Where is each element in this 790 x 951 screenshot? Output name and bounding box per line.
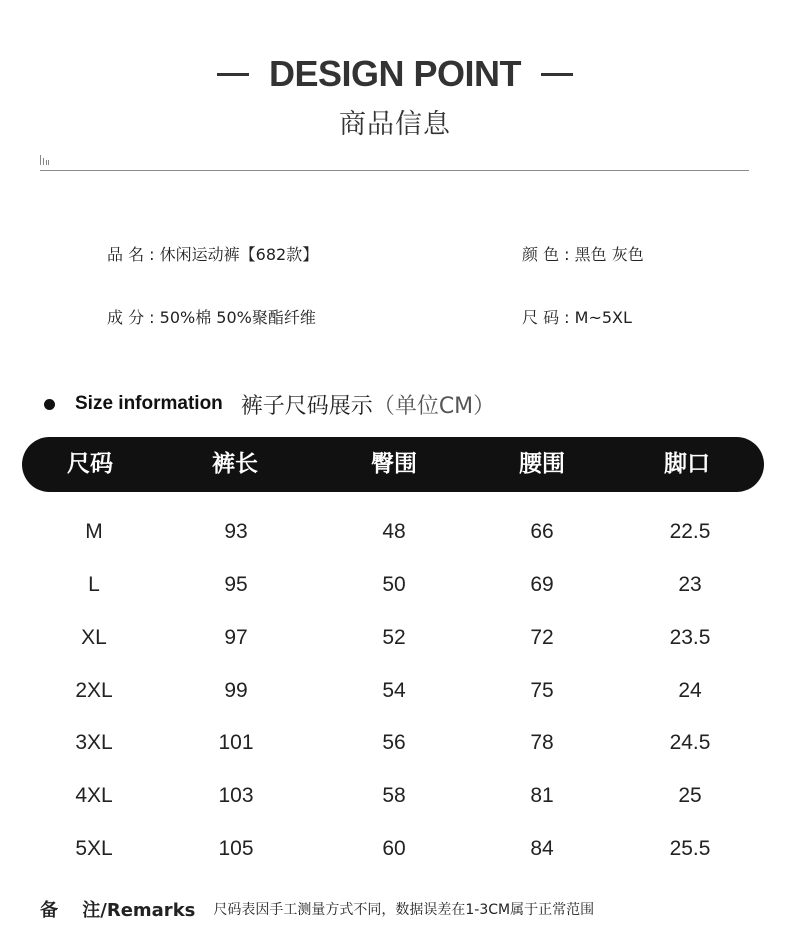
size-title-cn: 裤子尺码展示 [240,393,373,419]
remarks-label: 备 注/Remarks [40,900,196,921]
cell-length: 97 [224,626,248,649]
cell-hip: 54 [382,679,406,702]
col-header-hip: 臀围 [371,451,417,477]
title-right-line [541,73,573,76]
header-title-row [0,52,790,96]
cell-hip: 56 [382,731,406,754]
cell-waist: 75 [530,679,554,702]
cell-hem: 24.5 [669,731,711,754]
info-material-value: 50%棉 50%聚酯纤维 [159,308,316,327]
cell-size: 5XL [75,837,113,860]
cell-hem: 24 [678,679,702,702]
table-row [0,776,790,816]
table-row [0,829,790,869]
cell-hip: 52 [382,626,406,649]
cell-length: 101 [218,731,254,754]
info-material-label: 成 分 : [107,308,160,327]
cell-hem: 23.5 [669,626,711,649]
bar-mark-icon [40,155,54,165]
page-title: DESIGN POINT [268,53,522,94]
cell-size: 4XL [75,784,113,807]
cell-hem: 23 [678,573,702,596]
cell-hem: 25.5 [669,837,711,860]
cell-size: 2XL [75,679,113,702]
cell-size: M [85,520,103,543]
size-table-header [22,437,764,492]
cell-length: 99 [224,679,248,702]
title-left-line [217,73,249,76]
cell-hem: 25 [678,784,702,807]
info-size [522,305,632,328]
table-row [0,618,790,658]
cell-waist: 84 [530,837,554,860]
size-title-en: Size information [75,393,223,414]
cell-hip: 48 [382,520,406,543]
cell-size: 3XL [75,731,113,754]
cell-hip: 58 [382,784,406,807]
table-row [0,723,790,763]
col-header-size: 尺码 [67,451,113,477]
cell-length: 105 [218,837,254,860]
section-divider [40,170,749,171]
cell-length: 95 [224,573,248,596]
cell-size: XL [81,626,107,649]
cell-hem: 22.5 [669,520,711,543]
info-color-label: 颜 色 : [522,245,575,264]
table-row [0,565,790,605]
cell-length: 103 [218,784,254,807]
info-size-label: 尺 码 : [522,308,575,327]
col-header-hem: 脚口 [664,451,710,477]
size-section-heading [44,388,495,420]
remarks [40,896,594,922]
info-name-value: 休闲运动裤【682款】 [159,245,319,264]
cell-waist: 66 [530,520,554,543]
cell-waist: 69 [530,573,554,596]
remarks-text: 尺码表因手工测量方式不同，数据误差在1-3CM属于正常范围 [213,902,595,918]
col-header-length: 裤长 [212,451,258,477]
col-header-waist: 腰围 [519,451,565,477]
table-row [0,671,790,711]
page-subtitle: 商品信息 [339,109,451,140]
cell-waist: 81 [530,784,554,807]
table-row [0,512,790,552]
info-color-value: 黑色 灰色 [574,245,644,264]
size-unit: （单位CM） [372,393,496,419]
cell-length: 93 [224,520,248,543]
cell-hip: 50 [382,573,406,596]
cell-size: L [88,573,100,596]
cell-hip: 60 [382,837,406,860]
info-size-value: M~5XL [574,308,632,327]
info-color [522,242,644,265]
cell-waist: 72 [530,626,554,649]
info-name [107,242,318,265]
info-name-label: 品 名 : [107,245,160,264]
bullet-dot-icon [44,399,55,410]
cell-waist: 78 [530,731,554,754]
info-material [107,305,316,328]
